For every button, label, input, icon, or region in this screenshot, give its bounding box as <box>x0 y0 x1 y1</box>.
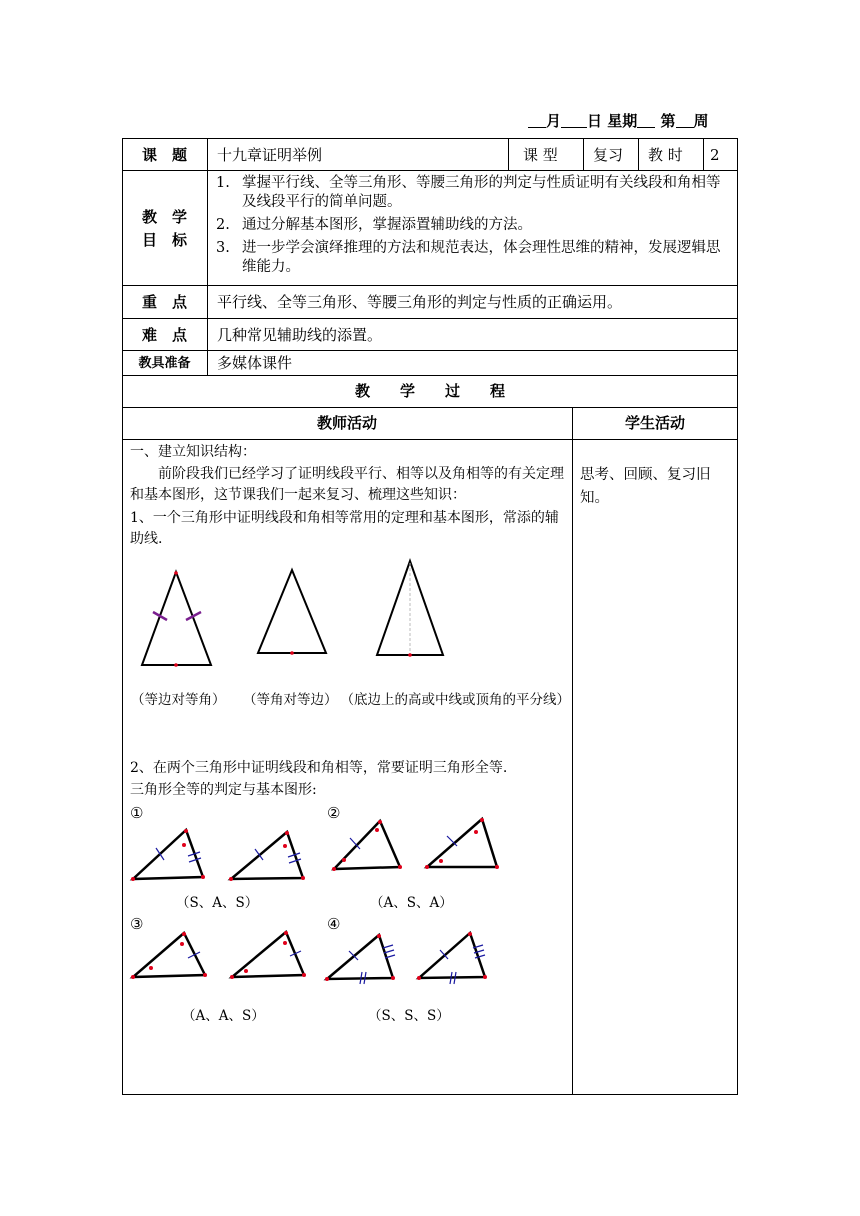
vertex-dot <box>342 858 346 862</box>
vertex-dot <box>468 932 472 936</box>
marker-4: ④ <box>327 915 341 933</box>
vertex-dot <box>283 844 287 848</box>
intro-paragraph: 前阶段我们已经学习了证明线段平行、相等以及角相等的有关定理和基本图形，这节课我们一起来复习、梳理这些知识： <box>130 466 564 503</box>
type-label: 课 型 <box>523 146 558 164</box>
tick-mark <box>189 858 201 862</box>
caption-aas: （A、A、S） <box>182 1008 265 1024</box>
goal-text: 进一步学会演绎推理的方法和规范表达，体会理性思维的精神，发展逻辑思维能力。 <box>242 240 721 275</box>
marker-1: ① <box>130 804 144 822</box>
tick-mark <box>289 859 301 863</box>
vertex-dot <box>230 975 234 979</box>
isosceles-triangle-1 <box>142 572 211 665</box>
vertex-dot <box>201 875 205 879</box>
goal-number: 3. <box>216 240 230 256</box>
tick-mark <box>383 945 393 948</box>
vertex-dot <box>495 865 499 869</box>
isosceles-triangle-2 <box>258 570 326 653</box>
vertex-dot <box>325 977 329 981</box>
vertex-dot <box>285 831 289 835</box>
student-activity: 思考、回顾、复习旧知。 <box>580 467 711 506</box>
teacher-header: 教师活动 <box>316 414 377 432</box>
vertex-dot <box>131 975 135 979</box>
tools-label: 教具准备 <box>138 356 191 371</box>
vertex-dot <box>283 941 287 945</box>
vertex-dot <box>408 653 412 657</box>
student-header: 学生活动 <box>624 414 685 432</box>
caption-isosceles: （等角对等边） <box>243 692 338 708</box>
item-1: 1、一个三角形中证明线段和角相等常用的定理和基本图形，常添的辅助线. <box>130 510 559 547</box>
type-value: 复习 <box>593 146 624 164</box>
process-title: 教 学 过 程 <box>354 382 505 400</box>
month-label: 月 <box>546 112 562 130</box>
vertex-dot <box>417 976 421 980</box>
triangle-sss-a <box>327 935 393 979</box>
vertex-dots <box>131 571 499 981</box>
vertex-dot <box>244 969 248 973</box>
goals-label-1: 教 学 <box>141 208 187 226</box>
goal-number: 1. <box>216 175 230 191</box>
vertex-dot <box>483 975 487 979</box>
hours-value: 2 <box>710 146 720 164</box>
tools-value: 多媒体课件 <box>217 354 293 372</box>
difficulty-label: 难 点 <box>141 326 187 344</box>
vertex-dot <box>439 859 443 863</box>
marker-3: ③ <box>130 915 144 933</box>
vertex-dot <box>229 877 233 881</box>
vertex-dot <box>425 865 429 869</box>
goal-text: 掌握平行线、全等三角形、等腰三角形的判定与性质证明有关线段和角相等及线段平行的简单问题。 <box>242 175 721 210</box>
item-2-sub: 三角形全等的判定与基本图形: <box>130 782 317 798</box>
week-label: 周 <box>693 112 709 130</box>
vertex-dot <box>182 843 186 847</box>
key-value: 平行线、全等三角形、等腰三角形的判定与性质的正确运用。 <box>217 293 623 311</box>
vertex-dot <box>284 931 288 935</box>
vertex-dot <box>203 973 207 977</box>
vertex-dot <box>131 877 135 881</box>
vertex-dot <box>378 820 382 824</box>
item-2: 2、在两个三角形中证明线段和角相等，常要证明三角形全等. <box>130 760 508 776</box>
vertex-dot <box>184 829 188 833</box>
vertex-dot <box>375 828 379 832</box>
vertex-dot <box>332 867 336 871</box>
difficulty-value: 几种常见辅助线的添置。 <box>217 326 383 344</box>
triangle-sss-b <box>419 933 485 978</box>
weekday-label: 星期 <box>607 112 638 130</box>
vertex-dot <box>180 942 184 946</box>
vertex-dot <box>480 818 484 822</box>
week-prefix: 第 <box>660 112 676 130</box>
caption-sas: （S、A、S） <box>176 895 259 911</box>
section-title: 一、建立知识结构： <box>130 444 256 460</box>
vertex-dot <box>391 976 395 980</box>
vertex-dot <box>174 663 178 667</box>
day-label: 日 <box>587 112 603 130</box>
triangle-asa-b <box>427 819 497 867</box>
key-label: 重 点 <box>141 293 187 311</box>
vertex-dot <box>377 934 381 938</box>
vertex-dot <box>174 571 178 575</box>
vertex-dot <box>182 932 186 936</box>
hours-label: 教 时 <box>648 146 683 164</box>
goal-number: 2. <box>216 217 230 233</box>
vertex-dot <box>474 830 478 834</box>
vertex-dot <box>302 973 306 977</box>
caption-sss: （S、S、S） <box>368 1008 450 1024</box>
vertex-dot <box>301 876 305 880</box>
topic-label: 课 题 <box>141 146 187 164</box>
caption-isosceles: （底边上的高或中线或顶角的平分线） <box>340 692 570 708</box>
marker-2: ② <box>327 804 341 822</box>
vertex-dot <box>149 966 153 970</box>
vertex-dot <box>290 651 294 655</box>
caption-asa: （A、S、A） <box>370 895 453 911</box>
goals-label-2: 目 标 <box>141 231 187 249</box>
goal-text: 通过分解基本图形，掌握添置辅助线的方法。 <box>242 217 532 233</box>
topic-value: 十九章证明举例 <box>217 146 323 164</box>
vertex-dot <box>398 865 402 869</box>
caption-isosceles: （等边对等角） <box>131 692 226 708</box>
